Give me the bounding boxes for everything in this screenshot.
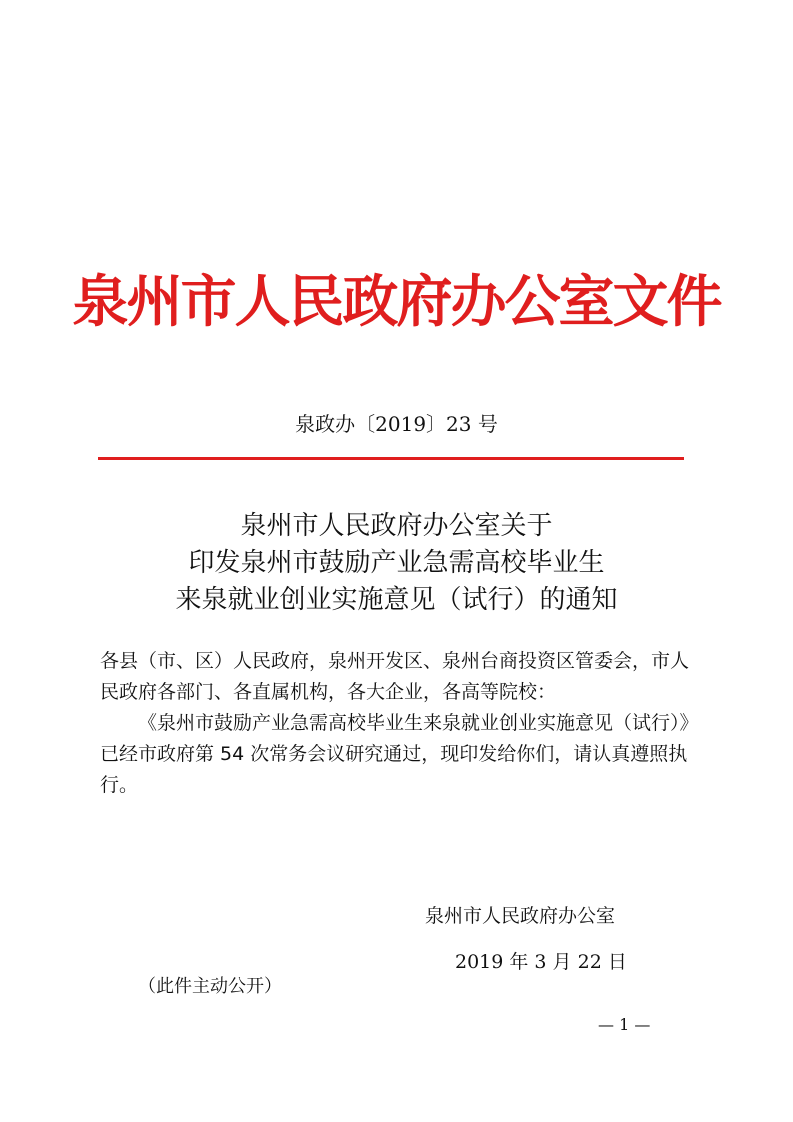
title-line-3: 来泉就业创业实施意见（试行）的通知 (175, 585, 618, 615)
public-disclosure-note: （此件主动公开） (138, 976, 282, 997)
document-number: 泉政办〔2019〕23 号 (295, 412, 498, 436)
notice-body (100, 646, 700, 801)
notice-title (0, 508, 793, 619)
page-number: — 1 — (598, 1015, 651, 1034)
issue-date: 2019 年 3 月 22 日 (455, 951, 627, 973)
red-header-title: 泉州市人民政府办公室文件 (72, 270, 721, 335)
red-divider-line (98, 457, 684, 460)
title-line-2: 印发泉州市鼓励产业急需高校毕业生 (188, 548, 605, 578)
main-paragraph: 《泉州市鼓励产业急需高校毕业生来泉就业创业实施意见（试行）》已经市政府第 54 次常务会议研究通过，现印发给你们，请认真遵照执行。 (100, 712, 699, 796)
issuer-name: 泉州市人民政府办公室 (425, 905, 616, 927)
recipients-paragraph: 各县（市、区）人民政府，泉州开发区、泉州台商投资区管委会，市人民政府各部门、各直属机构，各大企业，各高等院校： (100, 650, 690, 703)
title-line-1: 泉州市人民政府办公室关于 (240, 511, 553, 541)
